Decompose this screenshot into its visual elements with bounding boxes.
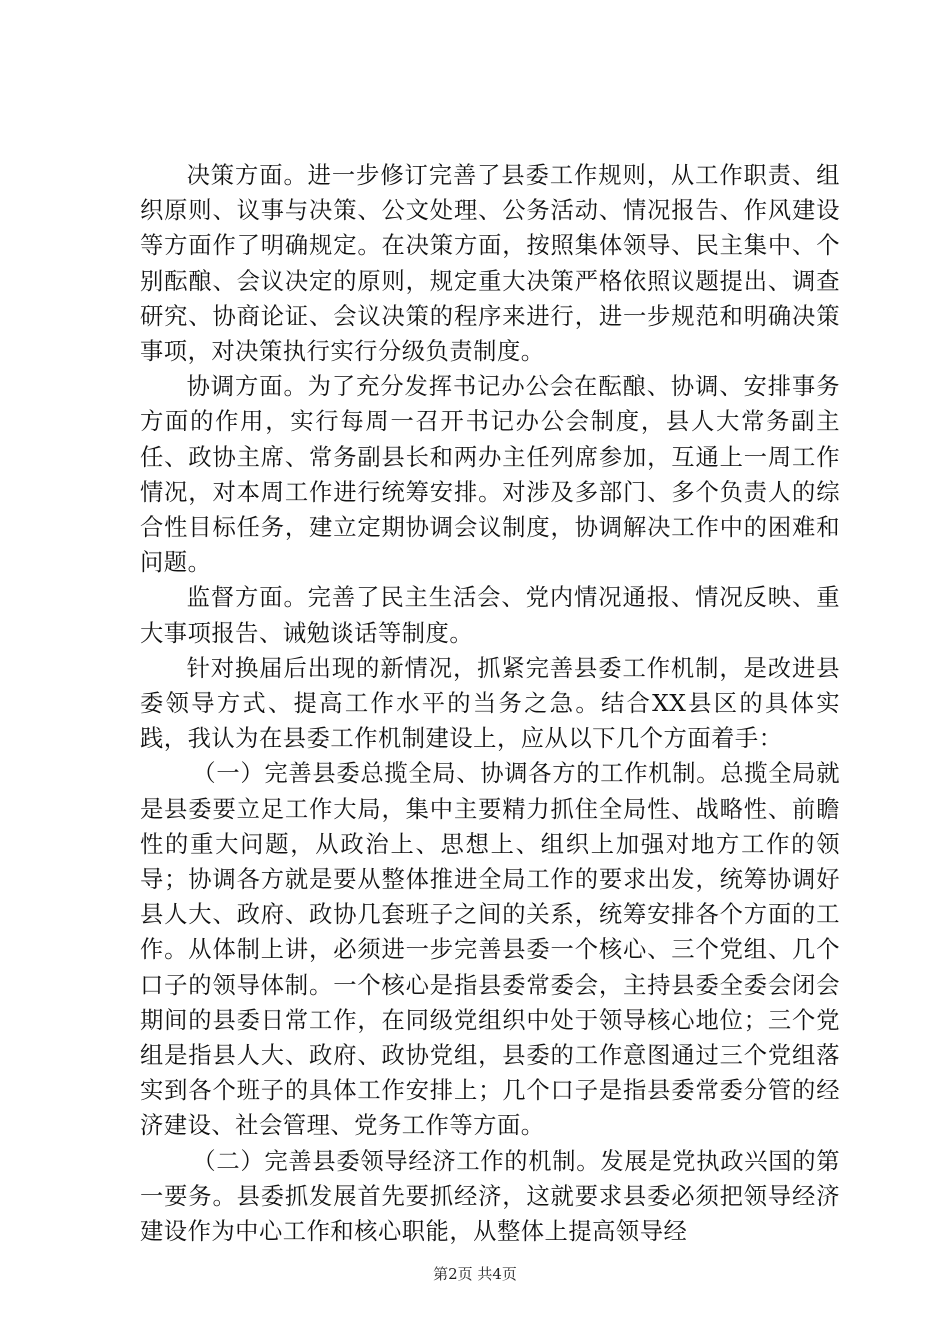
- paragraph-section-2: （二）完善县委领导经济工作的机制。发展是党执政兴国的第一要务。县委抓发展首先要抓经济，这就要求县委必须把领导经济建设作为中心工作和核心职能，从整体上提高领导经: [140, 1147, 840, 1246]
- paragraph-coordination: 协调方面。为了充分发挥书记办公会在酝酿、协调、安排事务方面的作用，实行每周一召开书记办公会制度，县人大常务副主任、政协主席、常务副县长和两办主任列席参加，互通上一周工作情况，对本周工作进行统筹安排。对涉及多部门、多个负责人的综合性目标任务，建立定期协调会议制度，协调解决工作中的困难和问题。: [140, 373, 840, 577]
- document-body: [140, 158, 840, 1249]
- paragraph-supervision: 监督方面。完善了民主生活会、党内情况通报、情况反映、重大事项报告、诫勉谈话等制度。: [140, 584, 840, 647]
- paragraph-section-1: （一）完善县委总揽全局、协调各方的工作机制。总揽全局就是县委要立足工作大局，集中主要精力抓住全局性、战略性、前瞻性的重大问题，从政治上、思想上、组织上加强对地方工作的领导；协调各方就是要从整体推进全局工作的要求出发，统筹协调好县人大、政府、政协几套班子之间的关系，统筹安排各个方面的工作。从体制上讲，必须进一步完善县委一个核心、三个党组、几个口子的领导体制。一个核心是指县委常委会，主持县委全委会闭会期间的县委日常工作，在同级党组织中处于领导核心地位；三个党组是指县人大、政府、政协党组，县委的工作意图通过三个党组落实到各个班子的具体工作安排上；几个口子是指县委常委分管的经济建设、社会管理、党务工作等方面。: [140, 760, 840, 1140]
- paragraph-decision: 决策方面。进一步修订完善了县委工作规则，从工作职责、组织原则、议事与决策、公文处理、公务活动、情况报告、作风建设等方面作了明确规定。在决策方面，按照集体领导、民主集中、个别酝酿、会议决定的原则，规定重大决策严格依照议题提出、调查研究、协商论证、会议决策的程序来进行，进一步规范和明确决策事项，对决策执行实行分级负责制度。: [140, 162, 840, 366]
- page-number-label: 第2页 共4页: [433, 1265, 517, 1283]
- paragraph-intro: 针对换届后出现的新情况，抓紧完善县委工作机制，是改进县委领导方式、提高工作水平的当务之急。结合XX县区的具体实践，我认为在县委工作机制建设上，应从以下几个方面着手：: [140, 654, 840, 753]
- page-footer: [0, 1264, 950, 1284]
